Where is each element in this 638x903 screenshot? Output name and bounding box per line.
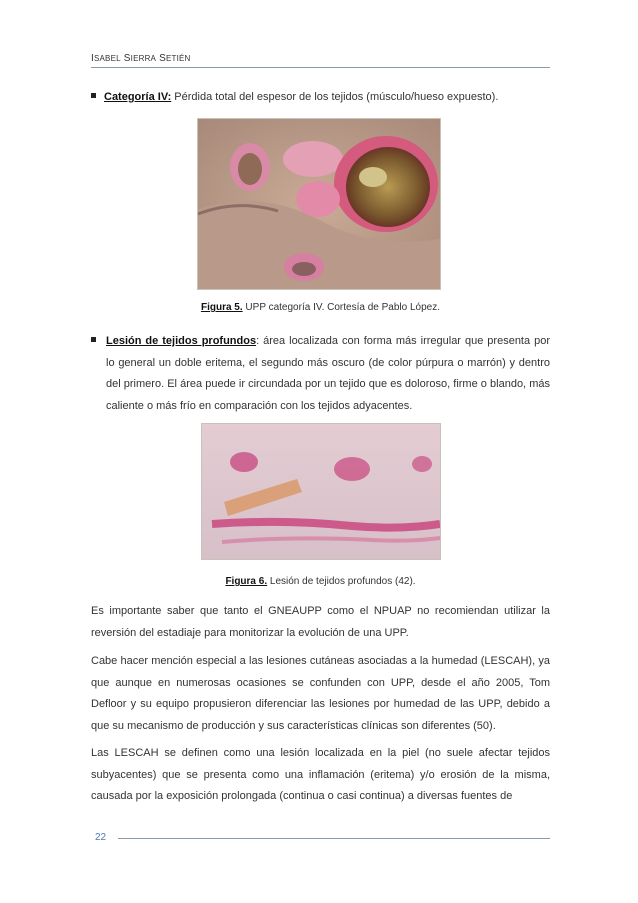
page-number: 22 (95, 832, 107, 843)
bullet-lesion-tejidos-profundos-marker (91, 331, 104, 352)
header-divider (91, 67, 550, 68)
bullet-square-icon (91, 93, 96, 98)
bullet-categoria-iv (91, 87, 498, 108)
deep-tissue-photo-illustration (202, 424, 440, 559)
author-rest-2: IERRA (130, 54, 157, 63)
bullet-text: : área localizada con forma más irregular que presenta por lo general un doble eritema, el segundo más oscuro (de color púrpura o marrón) y dentro del primero. El área puede ir circundada por un tejido que es doloroso, firme o blando, más caliente o más frío en comparación con los tejidos adyacentes. (106, 335, 550, 412)
figure-6-image (201, 423, 441, 560)
author-rest-3: ETIÉN (165, 54, 191, 63)
footer-divider (118, 838, 550, 839)
body-paragraph-2: Cabe hacer mención especial a las lesiones cutáneas asociadas a la humedad (LESCAH), ya que aunque en numerosas ocasiones se confunden con UPP, desde el año 2005, Tom Defloor y su equipo propusieron diferenciar las lesiones por humedad de las UPP, debido a que su mecanismo de producción y sus características clínicas son diferentes (50). (91, 655, 550, 732)
figure-6-caption-text: Lesión de tejidos profundos (42). (267, 576, 416, 587)
bullet-term: Categoría IV: (104, 91, 172, 103)
figure-5-caption (91, 302, 550, 313)
author-initial-1: I (91, 53, 94, 64)
figure-5-label: Figura 5. (200, 302, 243, 313)
bullet-lesion-tejidos-profundos (106, 331, 550, 417)
bullet-text: Pérdida total del espesor de los tejidos (músculo/hueso expuesto). (171, 91, 499, 103)
figure-6-caption (91, 576, 550, 587)
bullet-term: Lesión de tejidos profundos (106, 335, 257, 347)
bullet-square-icon (91, 337, 96, 342)
author-initial-3: S (159, 53, 166, 64)
body-paragraph-3: Las LESCAH se definen como una lesión localizada en la piel (no suele afectar tejidos subyacentes) que se presenta como una inflamación (eritema) y/o erosión de la misma, causada por la exposición prolongada (continua o casi continua) a diversas fuentes de (91, 747, 550, 802)
author-initial-2: S (123, 53, 131, 64)
figure-5-image (197, 118, 441, 290)
author-rest-1: SABEL (93, 54, 121, 63)
body-paragraph-1: Es importante saber que tanto el GNEAUPP como el NPUAP no recomiendan utilizar la reversión del estadiaje para monitorizar la evolución de una UPP. (91, 605, 550, 639)
wound-photo-illustration (198, 119, 440, 289)
figure-6-label: Figura 6. (225, 576, 268, 587)
figure-5-caption-text: UPP categoría IV. Cortesía de Pablo López. (242, 302, 441, 313)
running-header-author (91, 53, 191, 64)
